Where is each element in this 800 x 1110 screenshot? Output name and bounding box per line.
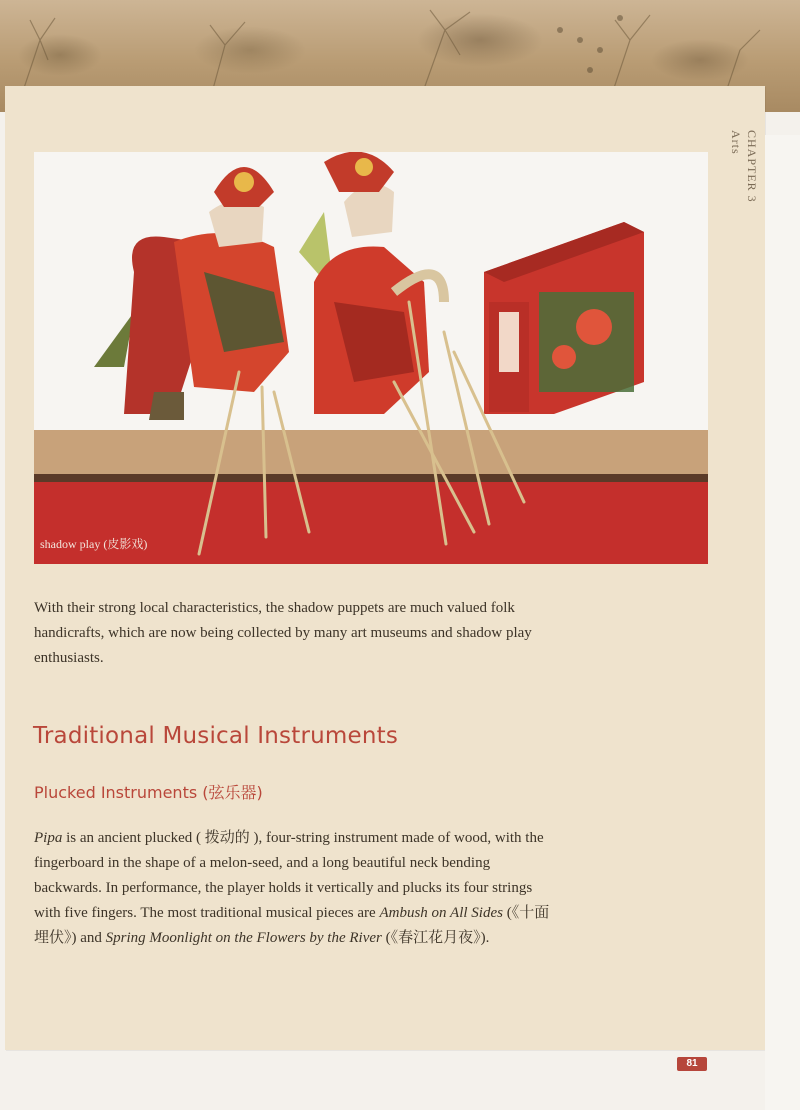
term-pipa: Pipa — [34, 830, 63, 846]
paragraph-pipa — [34, 826, 554, 951]
piece-title-spring-moonlight: Spring Moonlight on the Flowers by the River — [105, 930, 382, 946]
section-title: Traditional Musical Instruments — [33, 723, 399, 749]
chapter-label: CHAPTER 3 — [745, 130, 759, 203]
paragraph-shadow-puppets: With their strong local characteristics, the shadow puppets are much valued folk handicrafts, which are now being collected by many art museums and shadow play enthusiasts. — [34, 600, 532, 666]
piece-title-ambush: Ambush on All Sides — [379, 905, 503, 921]
page-margin — [765, 135, 800, 1110]
photo-caption: shadow play (皮影戏) — [40, 537, 148, 551]
shadow-puppet-image — [34, 152, 708, 564]
shadow-play-photo — [34, 152, 708, 564]
pipa-text-2: (《十面埋伏》) and — [34, 905, 550, 946]
chapter-name: Arts — [729, 130, 743, 155]
section-subtitle: Plucked Instruments (弦乐器) — [34, 783, 263, 802]
pipa-text-3: (《春江花月夜》). — [381, 930, 490, 946]
chapter-tag — [728, 130, 760, 203]
pipa-text-1: is an ancient plucked ( 拨动的 ), four-string instrument made of wood, with the fingerboard in the shape of a melon-seed, and a long beautiful neck bending backwards. In performance, the player holds it vertically and plucks its four strings with five fingers. The most traditional musical pieces are — [34, 830, 544, 921]
page-number: 81 — [677, 1057, 707, 1071]
